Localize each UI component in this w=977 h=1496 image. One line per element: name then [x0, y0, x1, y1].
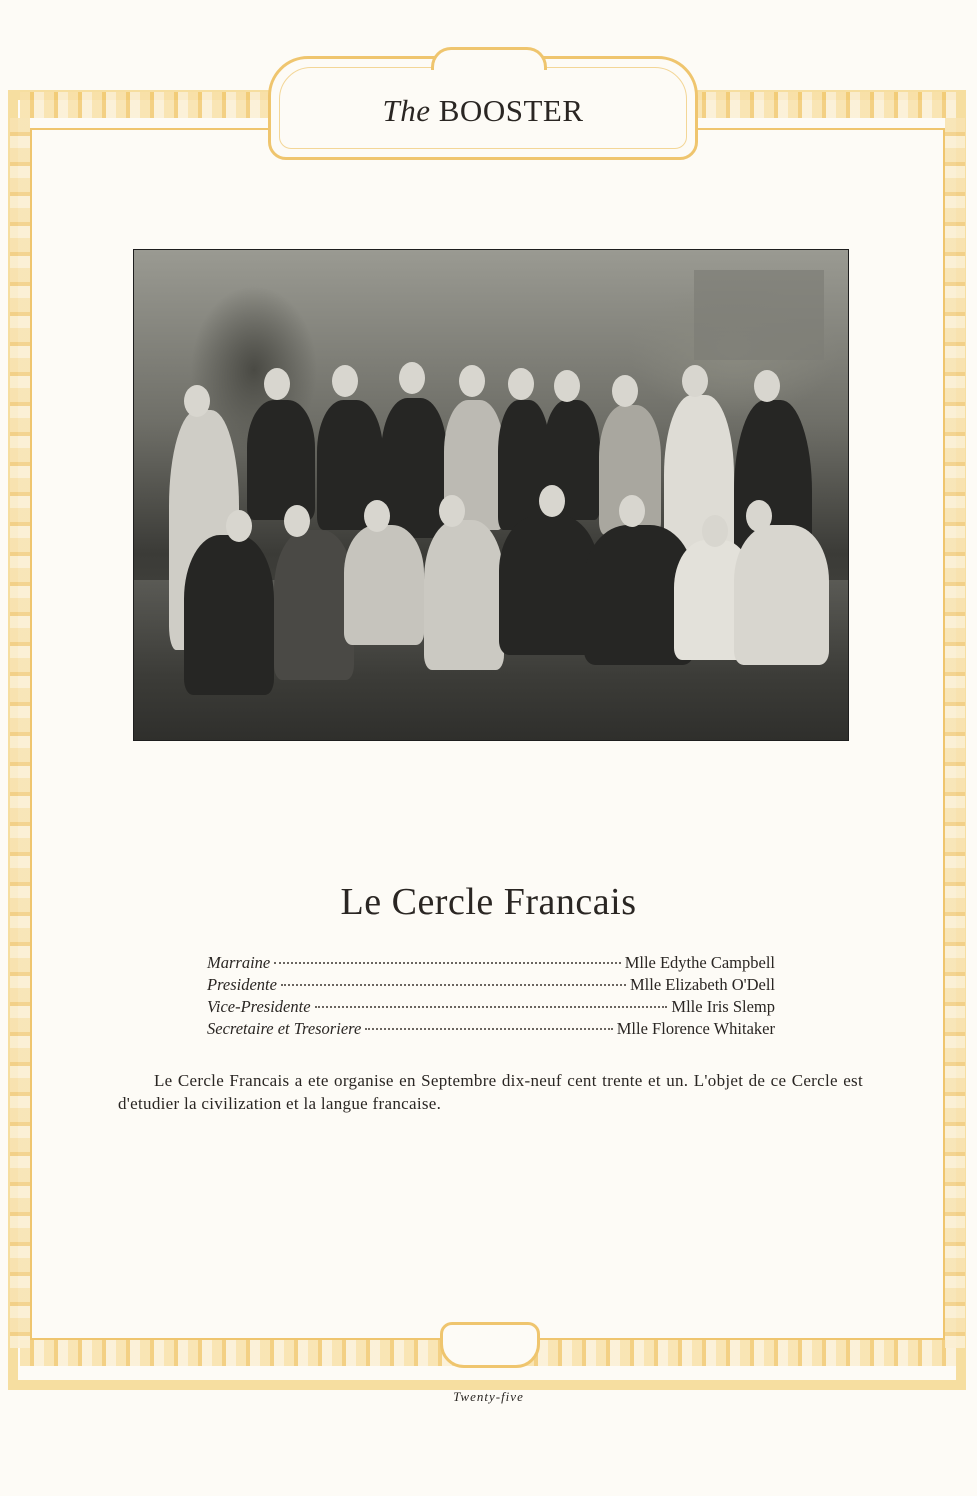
- person-figure: [344, 525, 424, 645]
- person-head: [264, 368, 290, 400]
- officer-name: Mlle Florence Whitaker: [616, 1019, 775, 1038]
- person-head: [612, 375, 638, 407]
- person-figure: [247, 400, 315, 520]
- body-paragraph: Le Cercle Francais a ete organise en Septembre dix-neuf cent trente et un. L'objet de ce Cercle est d'etudier la civilization et la langue francaise.: [118, 1071, 863, 1113]
- officer-role: Vice-Presidente: [207, 997, 311, 1016]
- bottom-ornament-icon: [440, 1322, 540, 1368]
- person-head: [508, 368, 534, 400]
- person-figure: [424, 520, 504, 670]
- dot-leader: [274, 962, 620, 964]
- person-head: [184, 385, 210, 417]
- person-head: [284, 505, 310, 537]
- officer-name: Mlle Iris Slemp: [671, 997, 775, 1016]
- person-figure: [274, 530, 354, 680]
- person-head: [754, 370, 780, 402]
- officer-row: [207, 974, 775, 996]
- title-prefix: The: [382, 93, 431, 128]
- person-head: [746, 500, 772, 532]
- group-photograph: [133, 249, 849, 741]
- person-head: [539, 485, 565, 517]
- background-building: [694, 270, 824, 360]
- person-head: [364, 500, 390, 532]
- officers-list: [207, 952, 775, 1040]
- person-head: [682, 365, 708, 397]
- officer-row: [207, 996, 775, 1018]
- officer-role: Presidente: [207, 975, 277, 994]
- officer-row: [207, 952, 775, 974]
- person-head: [226, 510, 252, 542]
- section-heading: Le Cercle Francais: [340, 881, 637, 923]
- header-cartouche: [268, 56, 698, 160]
- page-title: [383, 93, 584, 129]
- person-head: [554, 370, 580, 402]
- dot-leader: [281, 984, 626, 986]
- person-figure: [381, 398, 447, 538]
- person-head: [332, 365, 358, 397]
- dot-leader: [365, 1028, 612, 1030]
- officer-row: [207, 1018, 775, 1040]
- person-head: [459, 365, 485, 397]
- person-head: [399, 362, 425, 394]
- person-figure: [184, 535, 274, 695]
- person-head: [439, 495, 465, 527]
- title-main: BOOSTER: [438, 93, 584, 128]
- page-number: Twenty-five: [453, 1389, 524, 1404]
- left-ornamental-band: [10, 118, 30, 1348]
- dot-leader: [315, 1006, 668, 1008]
- scroll-ornament-icon: [431, 47, 547, 70]
- right-ornamental-band: [945, 118, 965, 1348]
- person-figure: [734, 525, 829, 665]
- officer-role: Marraine: [207, 953, 271, 972]
- person-head: [619, 495, 645, 527]
- person-head: [702, 515, 728, 547]
- officer-role: Secretaire et Tresoriere: [207, 1019, 362, 1038]
- officer-name: Mlle Elizabeth O'Dell: [629, 975, 775, 994]
- officer-name: Mlle Edythe Campbell: [624, 953, 775, 972]
